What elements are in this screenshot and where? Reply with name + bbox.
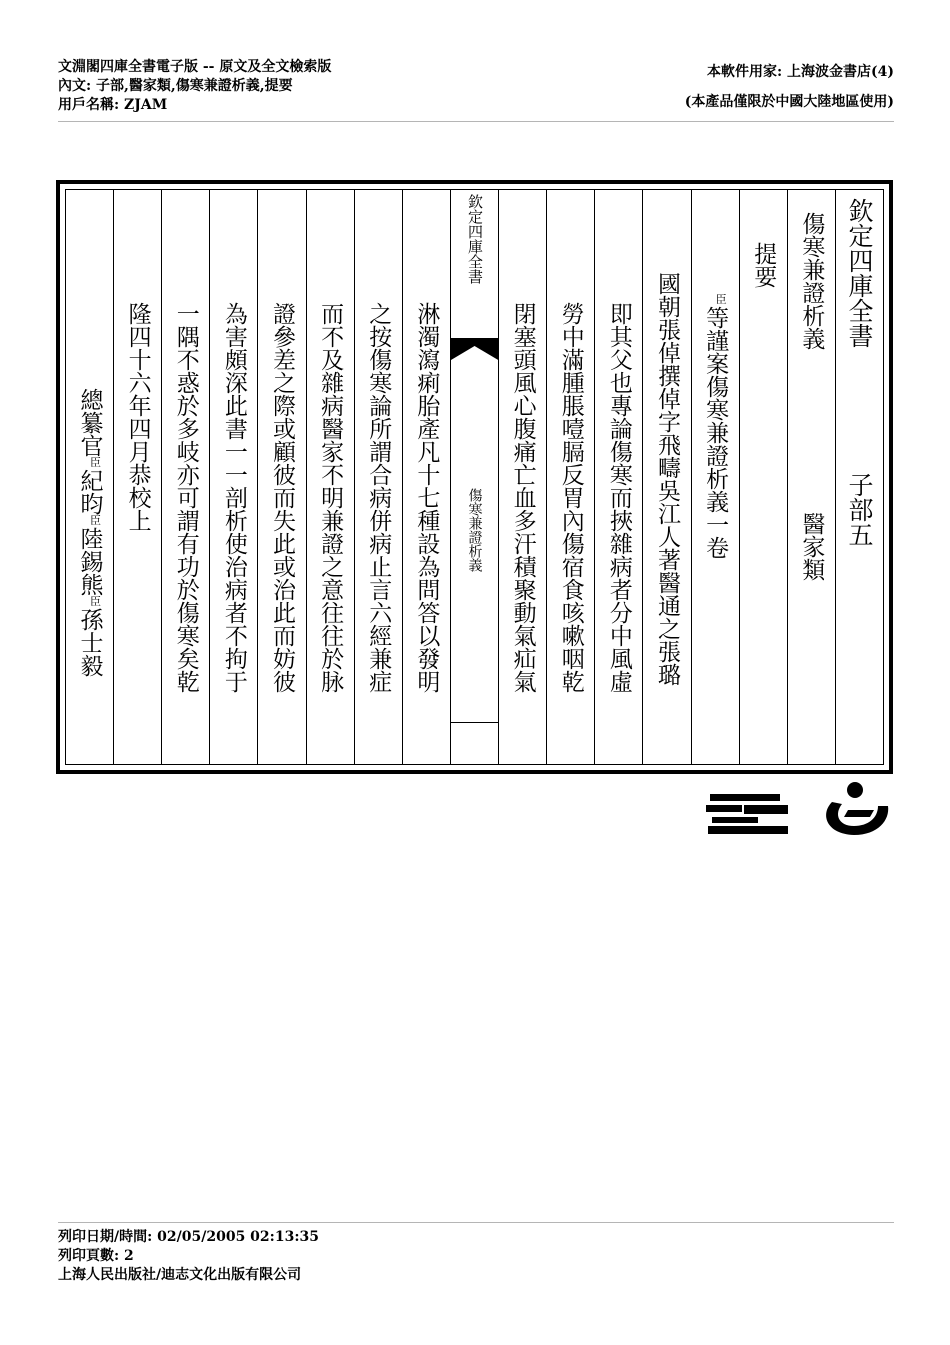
column-text bbox=[161, 190, 209, 764]
text-line: 而不及雜病醫家不明兼證之意往往於脉 bbox=[317, 302, 344, 693]
header-divider bbox=[58, 121, 894, 122]
category-label: 醫家類 bbox=[798, 512, 825, 581]
text-line: 為害頗深此書一一剖析使治病者不拘于 bbox=[220, 302, 247, 693]
text-line: 閉塞頭風心腹痛亡血多汗積聚動氣疝氣 bbox=[509, 302, 536, 693]
header-right bbox=[594, 63, 894, 112]
text-line: 臣等謹案傷寒兼證析義一卷 bbox=[702, 293, 729, 559]
fold-bottom-line bbox=[451, 722, 498, 723]
publisher-logo-mark bbox=[706, 786, 790, 836]
column-text bbox=[691, 190, 739, 764]
column-work-title bbox=[787, 190, 835, 764]
footer bbox=[58, 1228, 319, 1285]
column-tiyao bbox=[739, 190, 787, 764]
column-text bbox=[306, 190, 354, 764]
compiler-name: 陸錫熊 bbox=[76, 527, 103, 596]
column-text bbox=[113, 190, 161, 764]
text-line: 勞中滿腫脹噎膈反胃內傷宿食咳嗽咽乾 bbox=[557, 302, 584, 693]
column-text bbox=[642, 190, 690, 764]
text-line: 淋濁瀉痢胎產凡十七種設為問答以發明 bbox=[413, 302, 440, 693]
header-username: 用戶名稱: ZJAM bbox=[58, 97, 168, 113]
column-text bbox=[209, 190, 257, 764]
work-title: 傷寒兼證析義 bbox=[798, 212, 825, 350]
compilers-line: 總纂官臣紀昀臣陸錫熊臣孫士毅 bbox=[76, 388, 103, 677]
document-page-frame bbox=[56, 180, 893, 774]
center-fold-column bbox=[450, 190, 498, 764]
publisher-logo-emblem bbox=[818, 780, 892, 838]
publisher-credit: 上海人民出版社/迪志文化出版有限公司 bbox=[58, 1267, 302, 1283]
column-text bbox=[354, 190, 402, 764]
column-text bbox=[498, 190, 546, 764]
text-line: 隆四十六年四月恭校上 bbox=[124, 302, 151, 532]
minister-mark: 臣 bbox=[715, 293, 727, 306]
fold-book-title: 欽定四庫全書 bbox=[465, 194, 484, 284]
text-line: 國朝張倬撰倬字飛疇吳江人著醫通之張璐 bbox=[653, 272, 680, 686]
text-line: 證參差之際或顧彼而失此或治此而妨彼 bbox=[268, 302, 295, 693]
header-title: 文淵閣四庫全書電子版 -- 原文及全文檢索版 bbox=[58, 59, 332, 75]
column-text bbox=[546, 190, 594, 764]
column-text bbox=[257, 190, 305, 764]
footer-divider bbox=[58, 1222, 894, 1223]
column-text bbox=[402, 190, 450, 764]
fold-work-title: 傷寒兼證析義 bbox=[466, 488, 483, 572]
print-datetime: 列印日期/時間: 02/05/2005 02:13:35 bbox=[58, 1229, 319, 1245]
fishtail-mark bbox=[451, 338, 498, 360]
text-line: 之按傷寒論所謂合病併病止言六經兼症 bbox=[365, 302, 392, 693]
print-page-count: 列印頁數: 2 bbox=[58, 1248, 134, 1264]
header-licensee: 本軟件用家: 上海波金書店(4) bbox=[706, 64, 894, 80]
header-region-notice: (本產品僅限於中國大陸地區使用) bbox=[684, 94, 894, 110]
header-left bbox=[58, 58, 618, 115]
text-line: 即其父也專論傷寒而挾雜病者分中風虛 bbox=[605, 302, 632, 693]
text-line: 一隅不惑於多岐亦可謂有功於傷寒矣乾 bbox=[172, 302, 199, 693]
tiyao-heading: 提要 bbox=[750, 242, 777, 288]
compiler-name: 孫士毅 bbox=[76, 608, 103, 677]
column-text bbox=[594, 190, 642, 764]
compiler-name: 紀昀 bbox=[76, 469, 103, 515]
document-columns bbox=[65, 189, 884, 765]
section-label: 子部五 bbox=[844, 472, 874, 547]
compiler-title: 總纂官 bbox=[76, 388, 103, 457]
book-title: 欽定四庫全書 bbox=[844, 198, 874, 348]
column-compilers bbox=[66, 190, 113, 764]
header-content-path: 內文: 子部,醫家類,傷寒兼證析義,提要 bbox=[58, 78, 293, 94]
column-title bbox=[835, 190, 883, 764]
